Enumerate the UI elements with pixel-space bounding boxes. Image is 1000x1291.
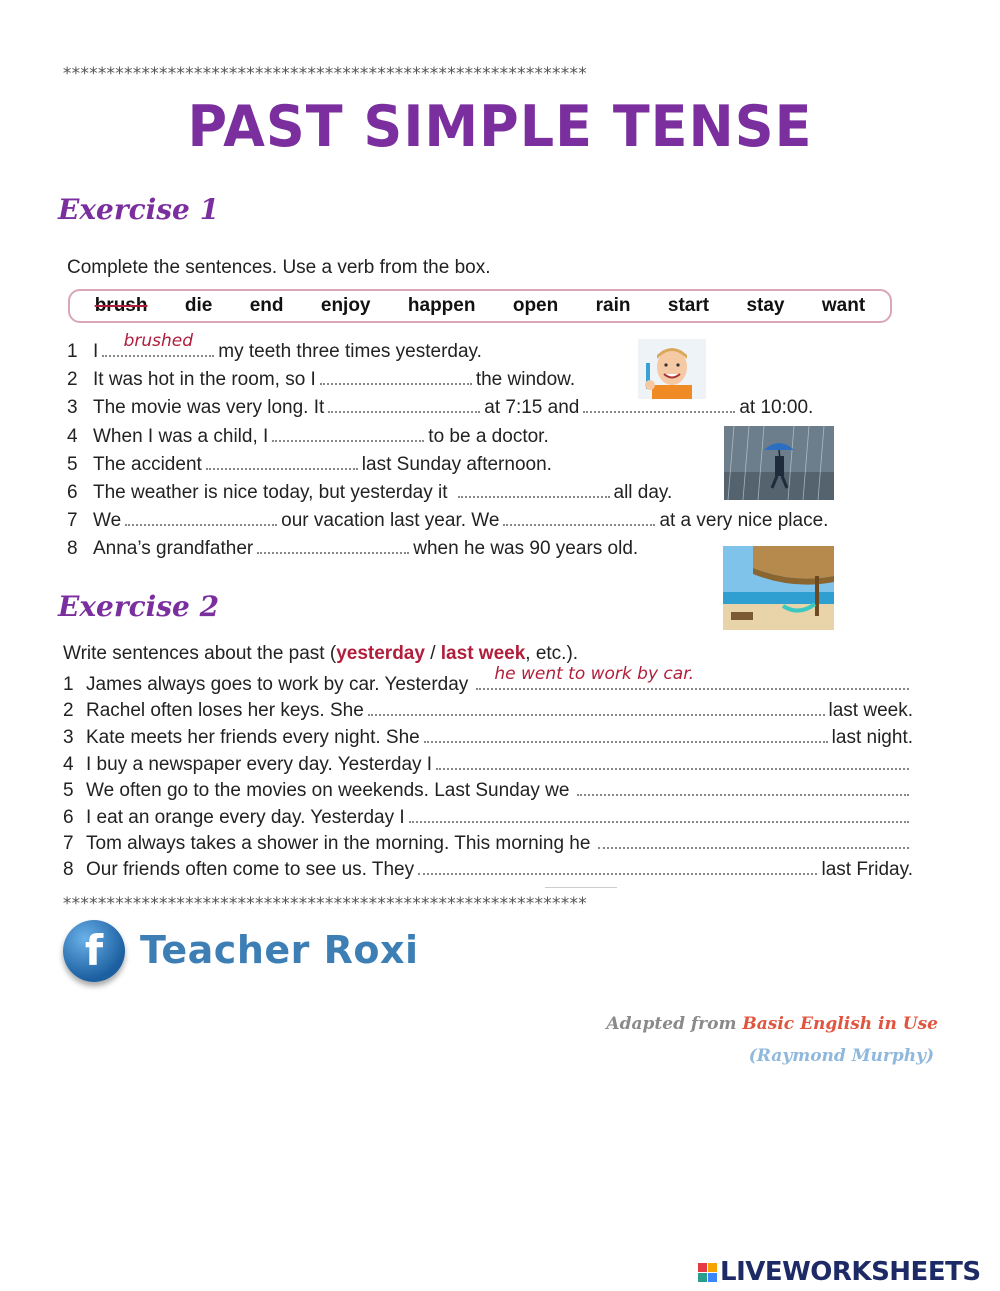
rainy-street-image: [724, 426, 834, 500]
boy-brushing-teeth-image: [638, 339, 706, 399]
ex2-s7-text-a: Tom always takes a shower in the morning. This morning he: [86, 833, 591, 854]
verb-box: [68, 289, 892, 323]
exercise-1-heading: Exercise 1: [58, 193, 220, 226]
liveworksheets-text: LIVEWORKSHEETS: [720, 1257, 981, 1287]
ex1-number-1: 1: [67, 341, 78, 362]
verb-rain: rain: [595, 295, 631, 316]
logo-tile-l: [698, 1263, 707, 1272]
ex2-instr-yesterday: yesterday: [336, 643, 425, 664]
verb-enjoy: enjoy: [320, 295, 371, 316]
liveworksheets-icon: [698, 1263, 717, 1282]
ex2-number-1: 1: [63, 674, 74, 695]
ex2-s8-text-a: Our friends often come to see us. They: [86, 859, 415, 880]
ex2-sentence-7: [63, 833, 913, 855]
ex1-s3-text-a: The movie was very long. It: [93, 397, 325, 418]
ex1-number-4: 4: [67, 426, 78, 447]
ex1-s2-blank[interactable]: [320, 379, 472, 385]
ex2-s1-blank[interactable]: [476, 664, 909, 690]
ex2-number-8: 8: [63, 859, 74, 880]
ex1-s2-text-a: It was hot in the room, so I: [93, 369, 316, 390]
ex2-sentence-8: [63, 859, 913, 881]
ex1-sentence-8: [67, 538, 638, 560]
ex1-s4-text-a: When I was a child, I: [93, 426, 269, 447]
ex1-sentence-3: [67, 397, 813, 419]
ex1-number-5: 5: [67, 454, 78, 475]
ex1-s5-blank[interactable]: [206, 464, 358, 470]
logo-tile-i: [708, 1263, 717, 1272]
ex2-number-4: 4: [63, 754, 74, 775]
ex2-s5-blank[interactable]: [577, 790, 909, 796]
book-title: Basic English in Use: [742, 1014, 938, 1034]
ex2-sentence-1: [63, 664, 913, 696]
ex2-s4-blank[interactable]: [436, 764, 909, 770]
verb-open: open: [512, 295, 559, 316]
logo-tile-v: [698, 1273, 707, 1282]
exercise-1-instruction: Complete the sentences. Use a verb from the box.: [67, 257, 491, 278]
ex1-s4-blank[interactable]: [272, 436, 424, 442]
ex2-s3-blank[interactable]: [424, 737, 828, 743]
ex1-s3-text-b: at 7:15 and: [484, 397, 580, 418]
ex1-sentence-7: [67, 510, 828, 532]
ex1-s6-blank[interactable]: [458, 492, 610, 498]
ex1-s8-text-a: Anna’s grandfather: [93, 538, 254, 559]
verb-die: die: [184, 295, 213, 316]
logo-tile-e: [708, 1273, 717, 1282]
ex2-number-5: 5: [63, 780, 74, 801]
ex1-number-3: 3: [67, 397, 78, 418]
ex1-s7-text-c: at a very nice place.: [659, 510, 829, 531]
book-author: (Raymond Murphy): [748, 1046, 934, 1066]
verb-start: start: [667, 295, 710, 316]
ex1-s1-text-b: my teeth three times yesterday.: [218, 341, 482, 362]
verb-end: end: [249, 295, 284, 316]
ex1-s2-text-b: the window.: [475, 369, 576, 390]
ex2-instr-b: , etc.).: [525, 643, 579, 664]
exercise-2-instruction: [63, 643, 578, 665]
ex2-s2-blank[interactable]: [368, 710, 825, 716]
exercise-2-heading: Exercise 2: [58, 590, 220, 623]
ex2-number-3: 3: [63, 727, 74, 748]
ex1-s7-text-b: our vacation last year. We: [281, 510, 500, 531]
ex2-sentence-4: [63, 754, 913, 776]
verb-stay: stay: [746, 295, 785, 316]
ex2-number-7: 7: [63, 833, 74, 854]
ex2-number-6: 6: [63, 807, 74, 828]
ex1-s6-text-b: all day.: [613, 482, 673, 503]
ex1-s7-blank-1[interactable]: [125, 520, 277, 526]
ex2-s1-answer: he went to work by car.: [494, 664, 695, 684]
verb-want: want: [821, 295, 866, 316]
teacher-name: Teacher Roxi: [140, 928, 419, 972]
ex1-number-7: 7: [67, 510, 78, 531]
ex1-s7-text-a: We: [93, 510, 122, 531]
ex1-s3-text-c: at 10:00.: [739, 397, 814, 418]
ex1-sentence-6: [67, 482, 672, 504]
beach-resort-image: [723, 546, 834, 630]
star-divider-top: ************************************************************: [62, 64, 587, 84]
facebook-icon[interactable]: f: [63, 920, 125, 982]
ex2-sentence-2: [63, 700, 913, 722]
ex2-s1-text-a: James always goes to work by car. Yesterday: [86, 674, 469, 695]
ex2-instr-a: Write sentences about the past (: [63, 643, 337, 664]
ex1-sentence-1: [67, 331, 482, 363]
ex2-sentence-3: [63, 727, 913, 749]
ex1-s4-text-b: to be a doctor.: [428, 426, 549, 447]
ex1-s3-blank-1[interactable]: [328, 407, 480, 413]
ex2-number-2: 2: [63, 700, 74, 721]
page-title: PAST SIMPLE TENSE: [187, 93, 813, 160]
verb-brush: brush: [94, 295, 148, 316]
ex2-s8-blank[interactable]: [418, 869, 817, 875]
ex2-s4-text-a: I buy a newspaper every day. Yesterday I: [86, 754, 433, 775]
ex2-instr-last-week: last week: [440, 643, 526, 664]
ex1-number-6: 6: [67, 482, 78, 503]
ex2-sentence-6: [63, 807, 913, 829]
ex2-s7-blank[interactable]: [598, 843, 909, 849]
ex2-instr-sep: /: [424, 643, 441, 664]
liveworksheets-logo[interactable]: [698, 1257, 981, 1287]
ex2-s8-text-b: last Friday.: [821, 859, 913, 880]
adapted-prefix: Adapted from: [606, 1014, 743, 1034]
ex2-s6-text-a: I eat an orange every day. Yesterday I: [86, 807, 405, 828]
adapted-from: [606, 1014, 938, 1034]
ex2-s2-text-a: Rachel often loses her keys. She: [86, 700, 364, 721]
ex2-s3-text-b: last night.: [831, 727, 913, 748]
ex1-s8-blank[interactable]: [257, 548, 409, 554]
ex1-s8-text-b: when he was 90 years old.: [413, 538, 639, 559]
ex1-number-8: 8: [67, 538, 78, 559]
ex1-s6-text-a: The weather is nice today, but yesterday it: [93, 482, 448, 503]
ex1-sentence-2: [67, 369, 575, 391]
ex2-sentence-5: [63, 780, 913, 802]
ex1-s1-text-a: I: [93, 341, 99, 362]
ex1-sentence-5: [67, 454, 552, 476]
ex1-s5-text-a: The accident: [93, 454, 202, 475]
ex1-s1-blank[interactable]: [102, 331, 214, 357]
ex1-s1-answer: brushed: [123, 331, 193, 351]
divider-line: [545, 887, 617, 888]
ex2-s5-text-a: We often go to the movies on weekends. Last Sunday we: [86, 780, 570, 801]
ex1-s3-blank-2[interactable]: [583, 407, 735, 413]
ex1-sentence-4: [67, 426, 549, 448]
ex2-s3-text-a: Kate meets her friends every night. She: [86, 727, 420, 748]
ex2-s6-blank[interactable]: [409, 817, 909, 823]
ex1-s7-blank-2[interactable]: [503, 520, 655, 526]
verb-happen: happen: [407, 295, 476, 316]
ex2-s2-text-b: last week.: [828, 700, 913, 721]
ex1-number-2: 2: [67, 369, 78, 390]
star-divider-bottom: ************************************************************: [62, 894, 587, 914]
ex1-s5-text-b: last Sunday afternoon.: [361, 454, 552, 475]
